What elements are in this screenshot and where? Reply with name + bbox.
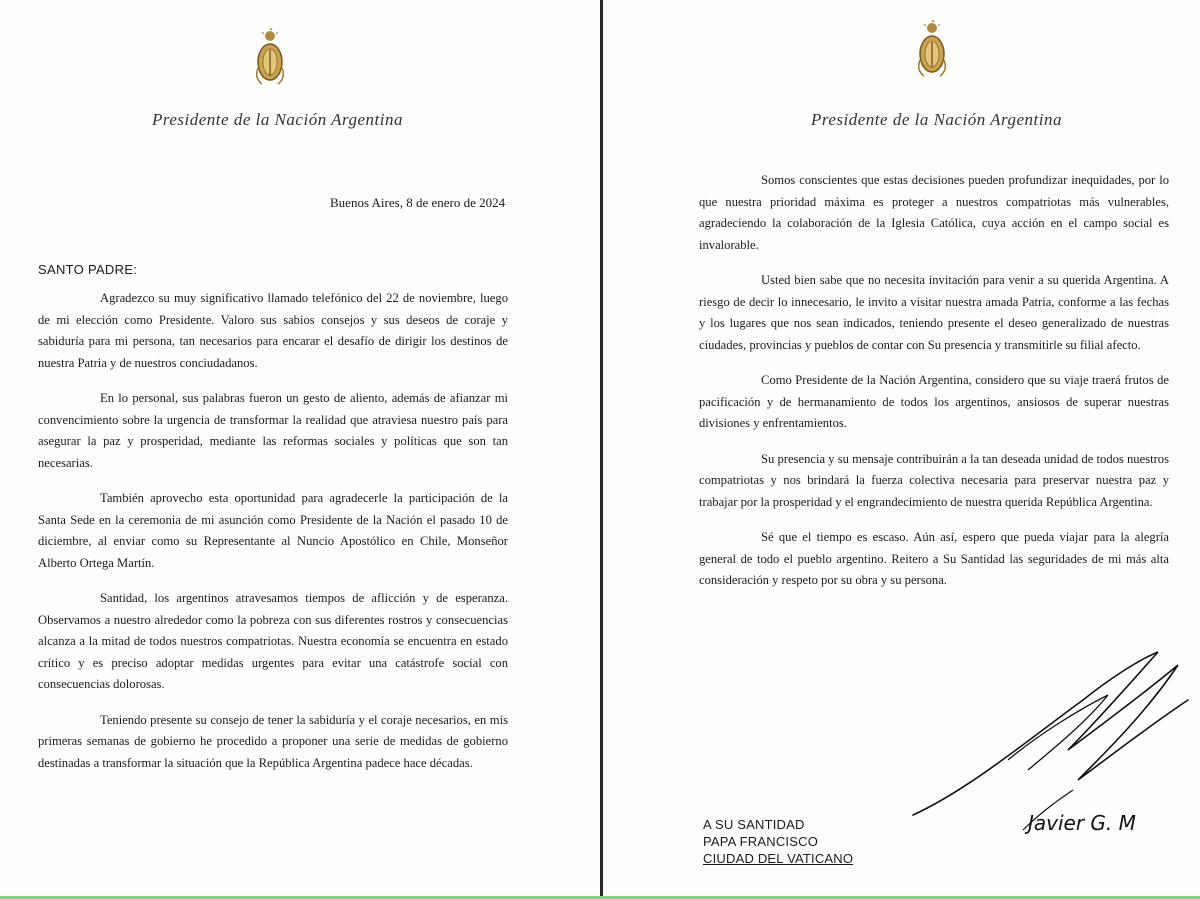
handwritten-signature	[908, 640, 1198, 840]
letterhead-title: Presidente de la Nación Argentina	[811, 110, 1062, 129]
paragraph: Su presencia y su mensaje contribuirán a la tan deseada unidad de todos nuestros compatriotas y nos brindará la fuerza colectiva necesaria para preservar nuestra paz y trabajar por la prosperidad y el engrandecimiento de nuestra querida República Argentina.	[699, 451, 1169, 509]
paragraph: Somos conscientes que estas decisiones pueden profundizar inequidades, por lo que nuestra prioridad máxima es proteger a nuestros compatriotas más vulnerables, agradeciendo la colaboración de la Iglesia Católica, cuya acción en el campo social es invalorable.	[699, 173, 1169, 252]
paragraph: Como Presidente de la Nación Argentina, considero que su viaje traerá frutos de pacificación y de hermanamiento de todos los argentinos, ansiosos de superar nuestras divisiones y enfrentamientos.	[699, 373, 1169, 430]
paragraph: Teniendo presente su consejo de tener la sabiduría y el coraje necesarios, en mis primeras semanas de gobierno he procedido a proponer una serie de medidas de gobierno destinadas a transformar la situación que la República Argentina padece hace décadas.	[38, 712, 508, 770]
paragraph: Santidad, los argentinos atravesamos tiempos de aflicción y de esperanza. Observamos a nuestro alrededor como la pobreza con sus diferentes rostros y consecuencias alcanza a la mitad de todos nuestros compatriotas. Nuestra economía se encuentra en estado crítico y es preciso adoptar medidas urgentes para evitar una catástrofe social con consecuencias dolorosas.	[38, 591, 508, 691]
letter-body	[699, 170, 1169, 606]
address-line: A SU SANTIDAD	[703, 817, 805, 832]
letterhead-title: Presidente de la Nación Argentina	[152, 110, 403, 129]
national-coat-of-arms-icon	[912, 20, 952, 80]
paragraph: También aprovecho esta oportunidad para agradecerle la participación de la Santa Sede en la ceremonia de mi asunción como Presidente de la Nación el pasado 10 de diciembre, al enviar como su Representante al Nuncio Apostólico en Chile, Monseñor Alberto Ortega Martín.	[38, 491, 508, 570]
recipient-address	[703, 816, 853, 867]
address-line: CIUDAD DEL VATICANO	[703, 851, 854, 866]
letter-body	[38, 288, 508, 788]
address-line: PAPA FRANCISCO	[703, 834, 819, 849]
letter-date: Buenos Aires, 8 de enero de 2024	[330, 195, 506, 210]
salutation: SANTO PADRE:	[38, 262, 138, 277]
paragraph: Agradezco su muy significativo llamado telefónico del 22 de noviembre, luego de mi elección como Presidente. Valoro sus sabios consejos y sus deseos de coraje y sabiduría para mi persona, tan necesarios para encarar el desafío de dirigir los destinos de nuestra Patria y de nuestros conciudadanos.	[38, 291, 508, 370]
paragraph: Usted bien sabe que no necesita invitación para venir a su querida Argentina. A riesgo de decir lo innecesario, le invito a visitar nuestra amada Patria, conforme a las fechas y los lugares que nos sean indicados, teniendo presente el deseo generalizado de nuestras ciudades, provincias y pueblos de contar con Su presencia y transmitirle su filial afecto.	[699, 273, 1169, 352]
letter-page-2	[603, 0, 1200, 899]
paragraph: En lo personal, sus palabras fueron un gesto de aliento, además de afianzar mi convencimiento sobre la urgencia de transformar la realidad que atraviesa nuestro país para asegurar la paz y prosperidad, mediante las reformas sociales y políticas que son tan necesarias.	[38, 391, 508, 470]
paragraph: Sé que el tiempo es escaso. Aún así, espero que pueda viajar para la alegría general de todo el pueblo argentino. Reitero a Su Santidad las seguridades de mi más alta consideración y respeto por su obra y su persona.	[699, 530, 1169, 587]
svg-text:Javier G. M: Javier G. M	[1028, 811, 1136, 835]
national-coat-of-arms-icon	[250, 28, 290, 88]
